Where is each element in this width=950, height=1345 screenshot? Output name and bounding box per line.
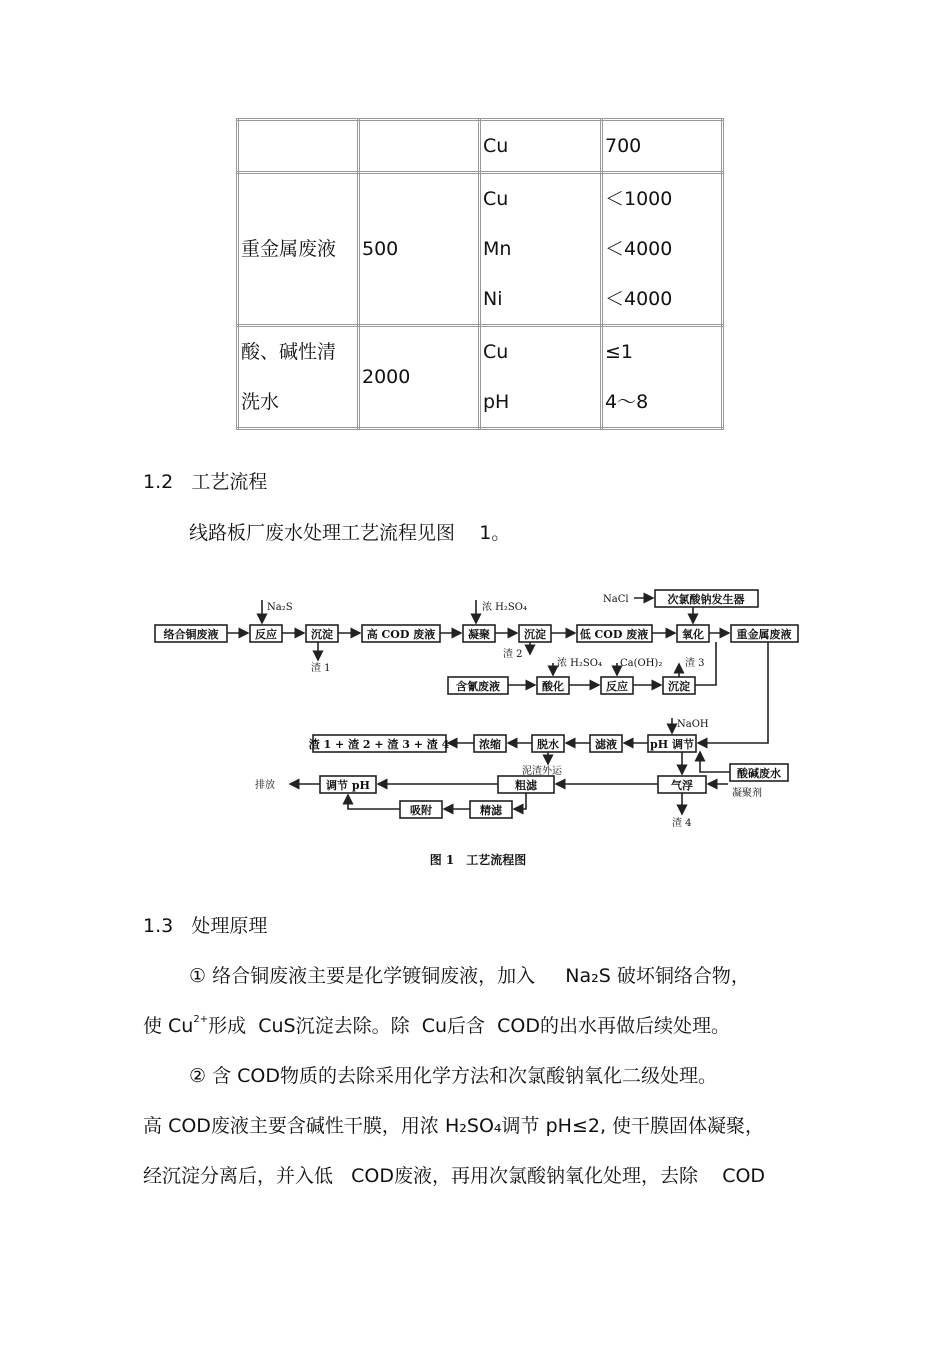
cell-line: Cu	[483, 188, 509, 210]
paragraph-text: 线路板厂废水处理工艺流程见图	[189, 522, 456, 544]
box-label: 低 COD 废液	[579, 628, 649, 641]
flow-label: 渣 2	[503, 649, 523, 660]
cell-line: Ni	[483, 288, 503, 310]
box-label: 调节 pH	[326, 779, 370, 792]
box-label: 重金属废液	[736, 628, 792, 641]
flow-label: 渣 1	[311, 663, 331, 674]
table-cell	[238, 120, 359, 173]
paragraph-line	[189, 1061, 717, 1088]
text-run: 高	[143, 1115, 163, 1137]
cell-line: 4～8	[605, 391, 649, 413]
table-cell	[359, 120, 480, 173]
text-run: 后含	[447, 1015, 486, 1037]
text-run: ② 含	[189, 1065, 232, 1087]
text-run: 沉淀去除。除	[295, 1015, 410, 1037]
process-flow-diagram	[0, 578, 950, 878]
cell-line: 酸、碱性清	[241, 341, 337, 363]
text-run: COD	[722, 1165, 766, 1187]
cell-line: pH	[483, 391, 510, 413]
table-cell	[238, 326, 359, 429]
text-run: 的出水再做后续处理。	[539, 1015, 730, 1037]
text-run: 使干膜固体凝聚，	[612, 1115, 765, 1137]
text-run: 使 Cu	[143, 1015, 194, 1037]
box-label: 凝聚	[468, 628, 490, 641]
cell-line: ＜4000	[605, 288, 673, 310]
box-label: 沉淀	[311, 628, 333, 641]
table-row	[238, 120, 723, 173]
flow-label: NaOH	[677, 719, 709, 730]
box-label: 酸碱废水	[737, 767, 781, 780]
pollutant-table	[236, 118, 724, 430]
text-run: 形成	[208, 1015, 247, 1037]
box-label: 浓缩	[479, 738, 501, 751]
flow-label: 泥渣外运	[522, 766, 562, 777]
flow-label: 浓 H₂SO₄	[482, 602, 527, 613]
text-run: CuS	[258, 1015, 296, 1037]
box-label: 渣 1 + 渣 2 + 渣 3 + 渣 4	[308, 738, 450, 751]
figure-caption: 图 1 工艺流程图	[429, 853, 527, 867]
table-row	[238, 173, 723, 326]
table-cell: 500	[359, 173, 480, 326]
text-run: 经沉淀分离后，并入低	[143, 1165, 334, 1187]
cell-line: ≤1	[605, 341, 634, 363]
text-run: ① 络合铜废液主要是化学镀铜废液，加入	[189, 965, 536, 987]
text-run: COD	[237, 1065, 280, 1087]
box-label: 气浮	[671, 779, 693, 792]
box-label: 沉淀	[524, 628, 546, 641]
table-cell: 700	[602, 120, 723, 173]
box-label: 氧化	[682, 628, 704, 641]
flow-label: Ca(OH)₂	[620, 658, 663, 669]
flow-label: 渣 3	[685, 658, 705, 669]
cell-line: Cu	[483, 341, 509, 363]
box-label: 沉淀	[668, 680, 690, 693]
box-label: 粗滤	[515, 779, 537, 792]
text-run: 废液，再用次氯酸钠氧化处理，去除	[394, 1165, 699, 1187]
cell-line: ＜1000	[605, 188, 673, 210]
text-run: COD	[497, 1015, 540, 1037]
section-heading	[143, 911, 267, 938]
section-number: 1.3	[143, 915, 174, 937]
table-cell: Cu	[480, 120, 602, 173]
table-cell: 2000	[359, 326, 480, 429]
text-run: 调节	[501, 1115, 540, 1137]
section-number: 1.2	[143, 471, 174, 493]
flow-label: NaCl	[603, 594, 629, 605]
figure-ref: 1。	[479, 522, 511, 544]
box-label: 反应	[255, 628, 277, 641]
box-label: 次氯酸钠发生器	[667, 593, 745, 606]
cell-line: 洗水	[241, 391, 280, 413]
flow-label: 浓 H₂SO₄	[557, 658, 602, 669]
cell-line: Mn	[483, 238, 512, 260]
box-label: 脱水	[537, 738, 559, 751]
table-cell	[480, 326, 602, 429]
paragraph-line	[143, 1111, 764, 1138]
box-label: pH 调节	[650, 738, 694, 751]
cell-line: ＜4000	[605, 238, 673, 260]
text-run: pH≤2,	[545, 1115, 606, 1137]
box-label: 酸化	[542, 680, 564, 693]
table-cell	[480, 173, 602, 326]
box-label: 反应	[606, 680, 628, 693]
section-heading	[143, 467, 267, 494]
box-label: 络合铜废液	[163, 628, 219, 641]
text-run: 破坏铜络合物，	[616, 965, 750, 987]
text-run: COD	[351, 1165, 394, 1187]
flow-label: 凝聚剂	[732, 788, 762, 799]
paragraph-line	[189, 961, 750, 988]
text-run: Na₂S	[565, 965, 611, 987]
section-title: 工艺流程	[191, 471, 268, 493]
text-run: Cu	[421, 1015, 448, 1037]
section-title: 处理原理	[191, 915, 268, 937]
table-cell	[602, 173, 723, 326]
box-label: 滤液	[595, 738, 617, 751]
box-label: 吸附	[410, 804, 432, 817]
box-label: 含氰废液	[456, 680, 500, 693]
table-cell: 重金属废液	[238, 173, 359, 326]
text-run: H₂SO₄	[444, 1115, 502, 1137]
box-label: 高 COD 废液	[366, 628, 436, 641]
box-label: 精滤	[480, 804, 502, 817]
table-row	[238, 326, 723, 429]
text-run: 物质的去除采用化学方法和次氯酸钠氧化二级处理。	[279, 1065, 717, 1087]
paragraph	[189, 518, 510, 545]
superscript: 2+	[193, 1014, 209, 1025]
paragraph-line	[143, 1011, 730, 1038]
text-run: COD	[168, 1115, 211, 1137]
flow-label: 排放	[255, 780, 275, 791]
flow-label: Na₂S	[267, 602, 293, 613]
paragraph-line	[143, 1161, 765, 1188]
text-run: 废液主要含碱性干膜，用浓	[210, 1115, 439, 1137]
table-cell	[602, 326, 723, 429]
flow-label: 渣 4	[672, 818, 692, 829]
